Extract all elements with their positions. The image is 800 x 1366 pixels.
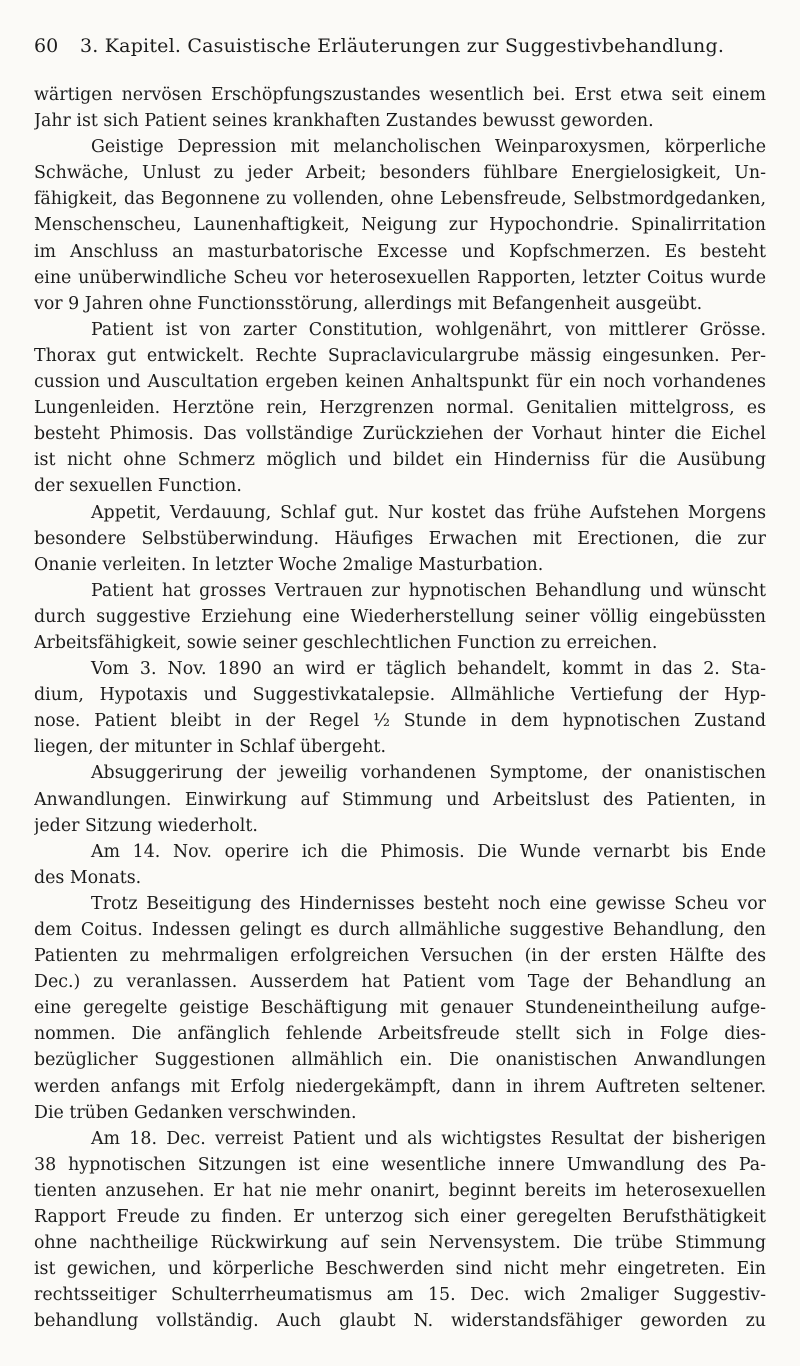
text-line: Anwandlungen. Einwirkung auf Stimmung und Arbeitslust des Patienten, in	[34, 789, 766, 810]
text-line: des Monats.	[34, 867, 142, 888]
text-line: Patient ist von zarter Constitution, wohlgenährt, von mittlerer Grösse.	[91, 319, 766, 340]
text-line: dem Coitus. Indessen gelingt es durch allmähliche suggestive Behandlung, den	[34, 920, 766, 940]
text-line: eine geregelte geistige Beschäftigung mit genauer Stundeneintheilung aufge-	[34, 998, 766, 1019]
text-line: Schwäche, Unlust zu jeder Arbeit; besonders fühlbare Energielosigkeit, Un-	[34, 163, 766, 184]
text-line: cussion und Auscultation ergeben keinen Anhaltspunkt für ein noch vorhandenes	[34, 372, 766, 393]
text-line: Menschenscheu, Launenhaftigkeit, Neigung zur Hypochondrie. Spinalirritation	[34, 215, 766, 236]
text-line: besteht Phimosis. Das vollständige Zurückziehen der Vorhaut hinter die Eichel	[34, 424, 766, 445]
text-line: Patienten zu mehrmaligen erfolgreichen Versuchen (in der ersten Hälfte des	[34, 946, 766, 967]
text-line: ohne nachtheilige Rückwirkung auf sein Nervensystem. Die trübe Stimmung	[34, 1233, 766, 1254]
text-line: Geistige Depression mit melancholischen Weinparoxysmen, körperliche	[91, 137, 766, 158]
text-line: Patient hat grosses Vertrauen zur hypnotischen Behandlung und wünscht	[91, 580, 766, 601]
text-line: tienten anzusehen. Er hat nie mehr onanirt, beginnt bereits im heterosexuellen	[34, 1180, 766, 1201]
text-line: Am 18. Dec. verreist Patient und als wichtigstes Resultat der bisherigen	[91, 1128, 766, 1149]
text-line: jeder Sitzung wiederholt.	[34, 815, 258, 836]
text-line: Absuggerirung der jeweilig vorhandenen Symptome, der onanistischen	[91, 763, 766, 784]
text-line: ist gewichen, und körperliche Beschwerden sind nicht mehr eingetreten. Ein	[34, 1259, 766, 1280]
text-line: durch suggestive Erziehung eine Wiederherstellung seiner völlig eingebüssten	[34, 606, 766, 627]
text-line: Am 14. Nov. operire ich die Phimosis. Die Wunde vernarbt bis Ende	[91, 841, 766, 862]
text-line: vor 9 Jahren ohne Functionsstörung, allerdings mit Befangenheit ausgeübt.	[34, 293, 703, 314]
page-number: 60	[34, 35, 59, 57]
text-line: Onanie verleiten. In letzter Woche 2malige Masturbation.	[34, 554, 544, 575]
text-line: behandlung vollständig. Auch glaubt N. widerstandsfähiger geworden zu	[34, 1311, 766, 1332]
text-line: im Anschluss an masturbatorische Excesse und Kopfschmerzen. Es besteht	[34, 241, 766, 262]
text-line: Jahr ist sich Patient seines krankhaften Zustandes bewusst geworden.	[34, 111, 654, 132]
text-line: nose. Patient bleibt in der Regel ½ Stunde in dem hypnotischen Zustand	[34, 711, 766, 732]
text-line: liegen, der mitunter in Schlaf übergeht.	[34, 737, 387, 758]
text-line: Lungenleiden. Herztöne rein, Herzgrenzen normal. Genitalien mittelgross, es	[34, 398, 766, 419]
chapter-title: 3. Kapitel. Casuistische Erläuterungen zur Suggestivbehandlung.	[80, 35, 725, 57]
text-line: fähigkeit, das Begonnene zu vollenden, ohne Lebensfreude, Selbstmordgedanken,	[34, 189, 766, 210]
text-line: Dec.) zu veranlassen. Ausserdem hat Patient vom Tage der Behandlung an	[34, 972, 766, 993]
text-line: Rapport Freude zu finden. Er unterzog sich einer geregelten Berufsthätigkeit	[34, 1207, 766, 1228]
text-line: werden anfangs mit Erfolg niedergekämpft, dann in ihrem Auftreten seltener.	[34, 1076, 766, 1097]
text-line: eine unüberwindliche Scheu vor heterosexuellen Rapporten, letzter Coitus wurde	[34, 267, 766, 288]
text-line: Appetit, Verdauung, Schlaf gut. Nur kostet das frühe Aufstehen Morgens	[91, 502, 766, 523]
text-line: rechtsseitiger Schulterrheumatismus am 15. Dec. wich 2maliger Suggestiv-	[34, 1285, 766, 1306]
text-line: bezüglicher Suggestionen allmählich ein. Die onanistischen Anwandlungen	[34, 1050, 766, 1071]
text-line: Arbeitsfähigkeit, sowie seiner geschlechtlichen Function zu erreichen.	[34, 632, 658, 653]
running-head	[34, 33, 774, 59]
text-line: Die trüben Gedanken verschwinden.	[34, 1102, 357, 1123]
text-line: nommen. Die anfänglich fehlende Arbeitsfreude stellt sich in Folge dies-	[34, 1024, 766, 1045]
text-line: dium, Hypotaxis und Suggestivkatalepsie. Allmähliche Vertiefung der Hyp-	[34, 685, 766, 706]
text-line: Vom 3. Nov. 1890 an wird er täglich behandelt, kommt in das 2. Sta-	[91, 659, 766, 680]
text-line: besondere Selbstüberwindung. Häufiges Erwachen mit Erectionen, die zur	[34, 528, 766, 549]
text-line: ist nicht ohne Schmerz möglich und bildet ein Hinderniss für die Ausübung	[34, 450, 766, 471]
text-line: 38 hypnotischen Sitzungen ist eine wesentliche innere Umwandlung des Pa-	[34, 1154, 766, 1175]
text-line: Thorax gut entwickelt. Rechte Supraclaviculargrube mässig eingesunken. Per-	[34, 345, 766, 366]
text-line: Trotz Beseitigung des Hindernisses besteht noch eine gewisse Scheu vor	[91, 893, 766, 914]
text-line: wärtigen nervösen Erschöpfungszustandes wesentlich bei. Erst etwa seit einem	[34, 85, 766, 105]
body-text	[34, 82, 766, 1335]
text-line: der sexuellen Function.	[34, 476, 242, 497]
